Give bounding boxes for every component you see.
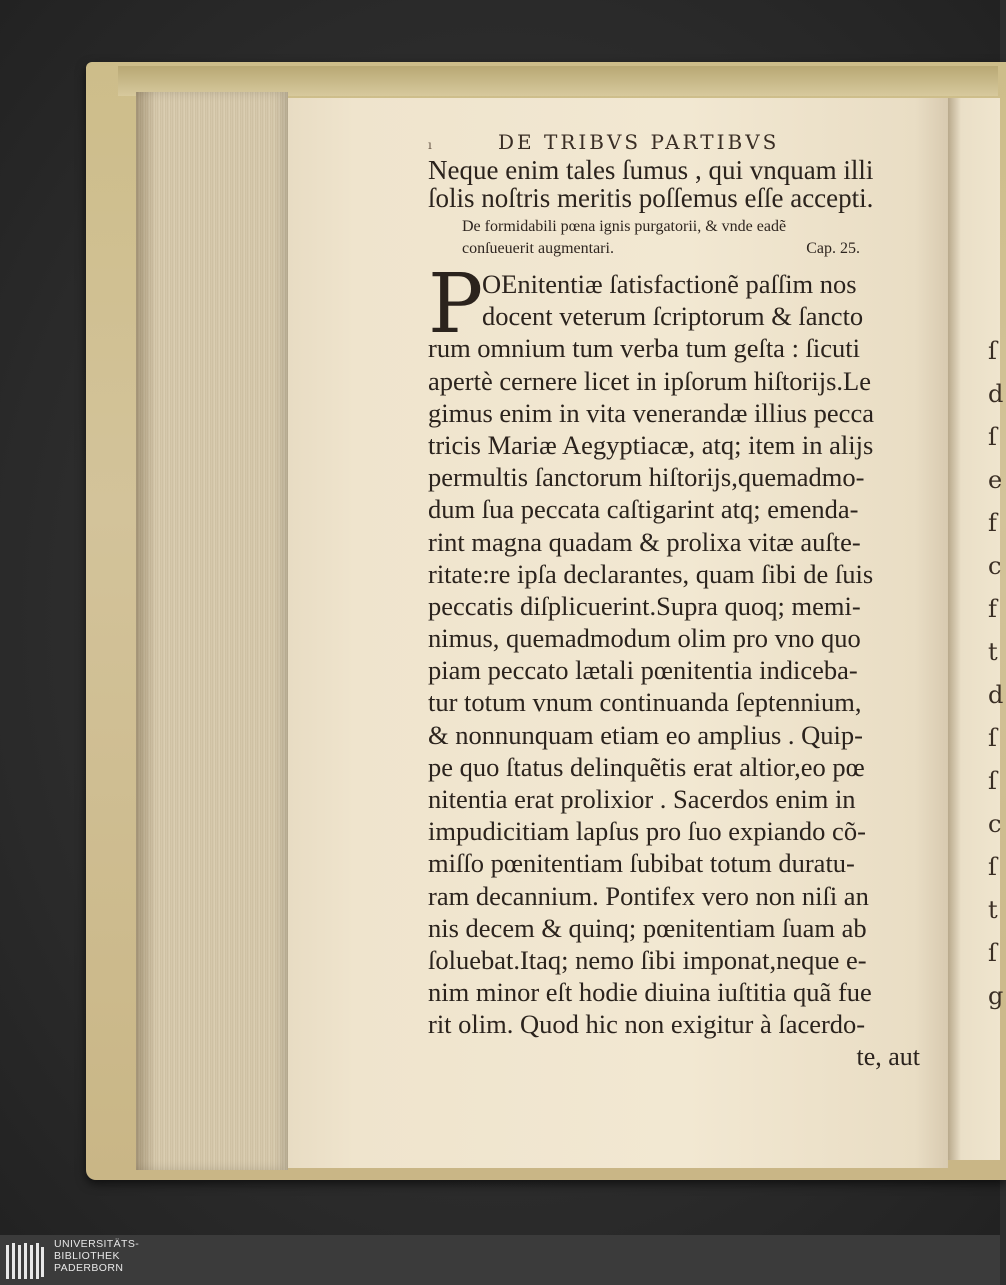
body-line: ram decannium. Pontifex vero non niſi an xyxy=(428,880,869,911)
body-line: pe quo ſtatus delinquẽtis erat altior,eo pœ xyxy=(428,751,865,782)
body-line: nis decem & quinq; pœnitentiam ſuam ab xyxy=(428,912,867,943)
running-head-title: DE TRIBVS PARTIBVS xyxy=(498,130,780,154)
facing-page-glyph: ſ xyxy=(988,853,997,881)
chapter-heading-line: De formidabili pœna ignis purgatorii, & vnde eadẽ xyxy=(462,218,787,235)
chapter-heading-line: conſueuerit augmentari. xyxy=(462,240,614,257)
body-line: rit olim. Quod hic non exigitur à ſacerdo- xyxy=(428,1009,866,1040)
opening-line: Neque enim tales ſumus , qui vnquam illi xyxy=(428,155,874,185)
body-line: peccatis diſplicuerint.Supra quoq; memi- xyxy=(428,590,861,621)
body-line: nimus, quemadmodum olim pro vno quo xyxy=(428,623,861,654)
library-name: UNIVERSITÄTS- BIBLIOTHEK PADERBORN xyxy=(54,1238,140,1274)
page-edges xyxy=(136,92,288,1170)
catchword: te, aut xyxy=(856,1041,920,1071)
body-line: apertè cernere licet in ipſorum hiſtorijs.Le xyxy=(428,365,871,396)
page-text xyxy=(428,130,936,1073)
body-line: ritate:re ipſa declarantes, quam ſibi de ſuis xyxy=(428,558,874,589)
facing-page-glyph: f xyxy=(988,509,997,537)
facing-page-glyph: ſ xyxy=(988,423,997,451)
library-logo-icon xyxy=(4,1239,46,1281)
decorated-initial: P xyxy=(428,257,484,352)
facing-page-glyph: c xyxy=(988,552,1002,580)
opening-line: ſolis noſtris meritis poſſemus eſſe accepti. xyxy=(428,183,874,213)
facing-page-glyph: t xyxy=(988,638,998,666)
folio: ı xyxy=(428,138,432,152)
body-line: dum ſua peccata caſtigarint atq; emenda- xyxy=(428,494,859,525)
facing-page-glyph: ſ xyxy=(988,724,997,752)
library-footer xyxy=(0,1235,1000,1285)
body-line: rum omnium tum verba tum geſta : ſicuti xyxy=(428,333,861,364)
facing-page-glyph: d xyxy=(988,681,1004,709)
body-line: miſſo pœnitentiam ſubibat totum duratu- xyxy=(428,848,855,879)
facing-page-glyph: f xyxy=(988,595,997,623)
facing-page-text xyxy=(988,330,1004,1018)
body-line: OEnitentiæ ſatisfactionẽ paſſim nos xyxy=(482,269,857,299)
body-line: nitentia erat prolixior . Sacerdos enim in xyxy=(428,784,856,814)
body-line: piam peccato lætali pœnitentia indiceba- xyxy=(428,655,858,686)
facing-page-glyph: g xyxy=(988,982,1004,1010)
facing-page-glyph: ſ xyxy=(988,767,997,795)
facing-page-glyph: ſ xyxy=(988,337,997,365)
running-head xyxy=(428,130,936,156)
body-line: rint magna quadam & prolixa vitæ auſte- xyxy=(428,526,861,557)
body-line: permultis ſanctorum hiſtorijs,quemadmo- xyxy=(428,462,865,493)
body-line: nim minor eſt hodie diuina iuſtitia quã fue xyxy=(428,977,872,1008)
chapter-number: Cap. 25. xyxy=(806,240,860,257)
facing-page-glyph: ſ xyxy=(988,939,997,967)
facing-page-glyph: e xyxy=(988,466,1003,494)
body-line: docent veterum ſcriptorum & ſancto xyxy=(482,301,864,332)
body-line: impudicitiam lapſus pro ſuo expiando cõ- xyxy=(428,816,866,847)
body-line: gimus enim in vita venerandæ illius pecca xyxy=(428,397,874,428)
body-text xyxy=(428,257,936,1041)
body-line: tur totum vnum continuanda ſeptennium, xyxy=(428,687,862,718)
body-line: ſoluebat.Itaq; nemo ſibi imponat,neque e- xyxy=(428,944,867,975)
facing-page-glyph: d xyxy=(988,380,1004,408)
body-line: tricis Mariæ Aegyptiacæ, atq; item in alijs xyxy=(428,429,874,460)
facing-page-glyph: t xyxy=(988,896,998,924)
body-line: & nonnunquam etiam eo amplius . Quip- xyxy=(428,719,863,750)
chapter-heading xyxy=(462,216,936,260)
facing-page-glyph: c xyxy=(988,810,1002,838)
